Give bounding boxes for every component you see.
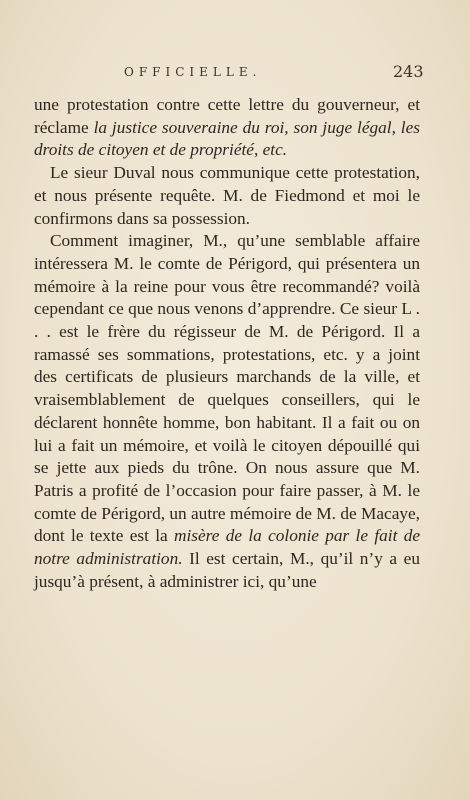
running-head: OFFICIELLE. (124, 65, 262, 79)
page-number: 243 (393, 62, 424, 81)
paragraph (34, 162, 420, 230)
text-segment: Le sieur Duval nous communique cette protestation, et nous présente requête. M. de Fiedmond et moi le confirmons dans sa possession. (34, 163, 420, 228)
paragraph (34, 94, 420, 162)
italic-text: la justice souveraine du roi, son juge légal, les droits de citoyen et de propriété (34, 117, 421, 160)
italic-text: etc. (262, 140, 288, 160)
paragraph (34, 230, 420, 593)
text-segment: Comment imaginer, M., qu’une semblable affaire intéressera M. le comte de Périgord, qui présentera un mémoire à la reine pour vous être recommandé? voilà cependant ce que nous venons d’apprendre. Ce sieur L . . . est le frère du régisseur de M. de Périgord. Il a ramassé ses sommations, protestations, etc. y a joint des certificats de plusieurs marchands de la ville, et vraisemblablement de quelques conseillers, qui le déclarent honnête homme, bon habitant. Il a fait ou on lui a fait un mémoire, et voilà le citoyen dépouillé qui se jette aux pieds du trône. On nous assure que M. Patris a profité de l’occasion pour faire passer, à M. le comte de Périgord, un autre mémoire de M. de Macaye, dont le texte est la (34, 231, 420, 546)
text-segment: Il est certain, M., qu’il n’y a eu jusqu’à présent, à administrer ici, qu’une (34, 549, 420, 591)
body-text (34, 94, 420, 593)
italic-text: misère de la colonie par le fait de notre administration. (34, 526, 420, 569)
text-segment: , (253, 140, 263, 160)
text-segment: une protestation contre cette lettre du gouverneur, et réclame (34, 95, 420, 137)
page-header (0, 62, 470, 86)
